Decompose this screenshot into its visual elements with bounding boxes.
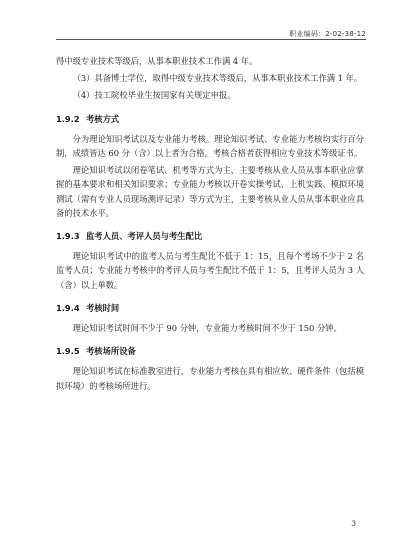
section-number: 1.9.5 [56,346,80,357]
section-number: 1.9.4 [56,302,80,313]
intro-line-2: （3）具备博士学位，取得中级专业技术等级后，从事本职业技术工作满 1 年。 [72,73,363,84]
section-title: 考核场所设备 [86,346,136,357]
section-title: 监考人员、考评人员与考生配比 [86,231,203,242]
intro-line-1: 得中级专业技术等级后，从事本职业技术工作满 4 年。 [56,56,258,66]
section-heading-1-9-3 [56,229,364,243]
section-paragraph: 理论知识考试时间不少于 90 分钟，专业能力考核时间不少于 150 分钟。 [72,323,342,334]
section-number: 1.9.2 [56,113,80,124]
section-heading-1-9-4 [56,301,364,315]
intro-line-3: （4）技工院校毕业生按国家有关规定申报。 [72,90,236,101]
page-number: 3 [351,519,356,528]
page-content [56,54,364,396]
section-title: 考核方式 [86,113,120,124]
section-title: 考核时间 [86,302,120,313]
header-divider [56,39,366,40]
section-heading-1-9-5 [56,344,364,358]
section-paragraph: 理论知识考试以闭卷笔试、机考等方式为主，主要考核从业人员从事本职业应掌握的基本要求和相关知识要求；专业能力考核以开卷实操考试、上机实践、模拟环境测试（需有专业人员现场测评记录）等方式为主，主要考核从业人员从事本职业应具备的技术水平。 [56,165,364,218]
section-number: 1.9.3 [56,231,80,242]
section-heading-1-9-2 [56,112,364,126]
section-paragraph: 理论知识考试在标准教室进行，专业能力考核在具有相应软、硬件条件（包括模拟环境）的考核场所进行。 [56,366,364,391]
section-paragraph: 分为理论知识考试以及专业能力考核。理论知识考试、专业能力考核均实行百分制，成绩皆达 60 分（含）以上者为合格。考核合格者获得相应专业技术等级证书。 [56,133,364,159]
section-paragraph: 理论知识考试中的监考人员与考生配比不低于 1：15，且每个考场不少于 2 名监考人员；专业能力考核中的考评人员与考生配比不低于 1：5，且考评人员为 3 人（含）以上单数。 [56,251,364,290]
occupation-code: 职业编码：2-02-38-12 [289,30,366,38]
